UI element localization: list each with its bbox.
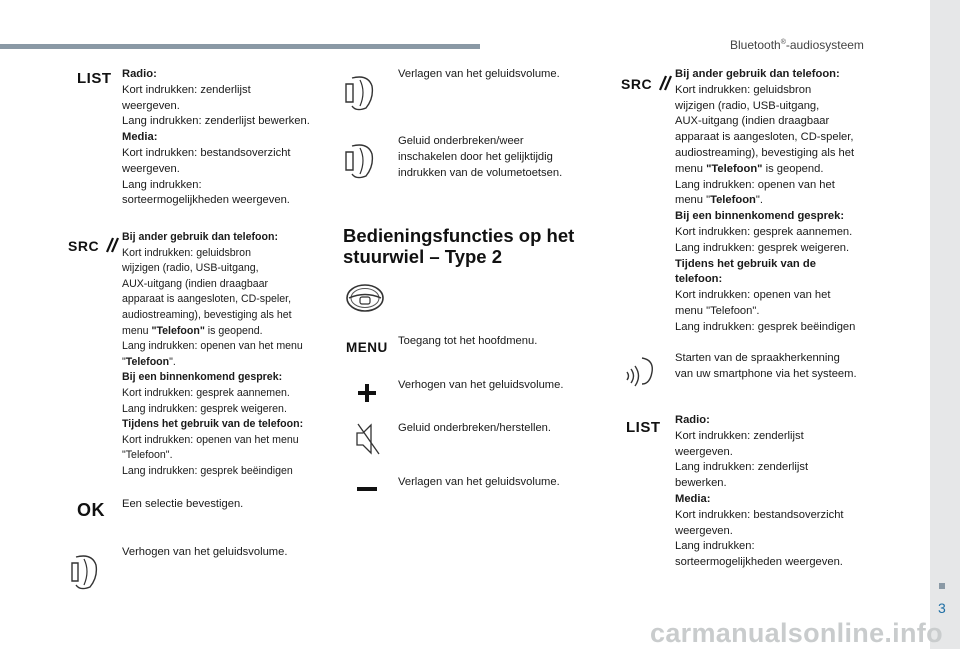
col2-mute-text: Geluid onderbreken/weer inschakelen door het gelijktijdig indrukken van de volumetoetsen.: [398, 135, 563, 179]
watermark: carmanualsonline.info: [650, 618, 943, 648]
thumbwheel-up-icon: [344, 72, 376, 112]
steering-wheel-icon: [345, 283, 385, 313]
thumbwheel-both-icon: [344, 140, 376, 180]
src-icon: SRC: [68, 236, 126, 256]
col2-voldown-text: Verlagen van het geluidsvolume.: [398, 68, 560, 80]
page-number: 3: [938, 600, 946, 616]
list-icon: LIST: [77, 70, 112, 87]
col2-menu-text: Toegang tot het hoofdmenu.: [398, 335, 538, 347]
col3-voice-text: Starten van de spraakherkenning van uw smartphone via het systeem.: [675, 352, 857, 380]
col1-ok-text: Een selectie bevestigen.: [122, 498, 244, 510]
col2-minus-text: Verlagen van het geluidsvolume.: [398, 476, 560, 488]
minus-icon: [357, 486, 377, 492]
page-margin-band: [930, 0, 960, 649]
col1-src-text: Bij ander gebruik dan telefoon: Kort indrukken: geluidsbron wijzigen (radio, USB-uitgang, AUX-uitgang (indien draagbaar apparaat is aangesloten, CD-speler, audiostreaming), bevestiging als het menu "Telefoon" is geopend. Lang indrukken: openen van het menu "Telefoon". Bij een binnenkomend gesprek: Kort indrukken: gesprek aannemen. Lang indrukken: gesprek weigeren. Tijdens het gebruik van de telefoon: Kort indrukken: openen van het menu "Telefoon". Lang indrukken: gesprek beëindigen: [122, 231, 304, 477]
thumbwheel-down-icon: [70, 551, 100, 591]
voice-command-icon: [624, 356, 656, 388]
mute-icon: [355, 421, 381, 457]
section-heading: Bedieningsfuncties op het stuurwiel – Type 2: [343, 225, 575, 267]
col3-src-text: Bij ander gebruik dan telefoon: Kort indrukken: geluidsbron wijzigen (radio, USB-uitgang, AUX-uitgang (indien draagbaar apparaat is aangesloten, CD-speler, audiostreaming), bevestiging als het menu "Telefoon" is geopend. Lang indrukken: openen van het menu "Telefoon". Bij een binnenkomend gesprek: Kort indrukken: gesprek aannemen. Lang indrukken: gesprek weigeren. Tijdens het gebruik van de telefoon: Kort indrukken: openen van het menu "Telefoon". Lang indrukken: gesprek beëindigen: [675, 68, 856, 333]
col1-list-text: Radio: Kort indrukken: zenderlijst weergeven. Lang indrukken: zenderlijst bewerken. Media: Kort indrukken: bestandsoverzicht weergeven. Lang indrukken: sorteermogelijkheden weergeven.: [122, 68, 310, 207]
col1-volup-text: Verhogen van het geluidsvolume.: [122, 546, 288, 558]
menu-icon: MENU: [346, 340, 388, 355]
src-icon-2: SRC: [621, 74, 679, 94]
header-rule: [0, 44, 480, 49]
col2-plus-text: Verhogen van het geluidsvolume.: [398, 379, 564, 391]
list-icon-2: LIST: [626, 419, 661, 436]
ok-icon: OK: [77, 500, 105, 520]
col3-list-text: Radio: Kort indrukken: zenderlijst weergeven. Lang indrukken: zenderlijst bewerken. Media: Kort indrukken: bestandsoverzicht weergeven. Lang indrukken: sorteermogelijkheden weergeven.: [675, 414, 844, 569]
page-marker: [939, 583, 945, 589]
col2-mute2-text: Geluid onderbreken/herstellen.: [398, 422, 551, 434]
plus-icon: [357, 383, 377, 403]
section-header: Bluetooth®-audiosysteem: [730, 38, 864, 52]
